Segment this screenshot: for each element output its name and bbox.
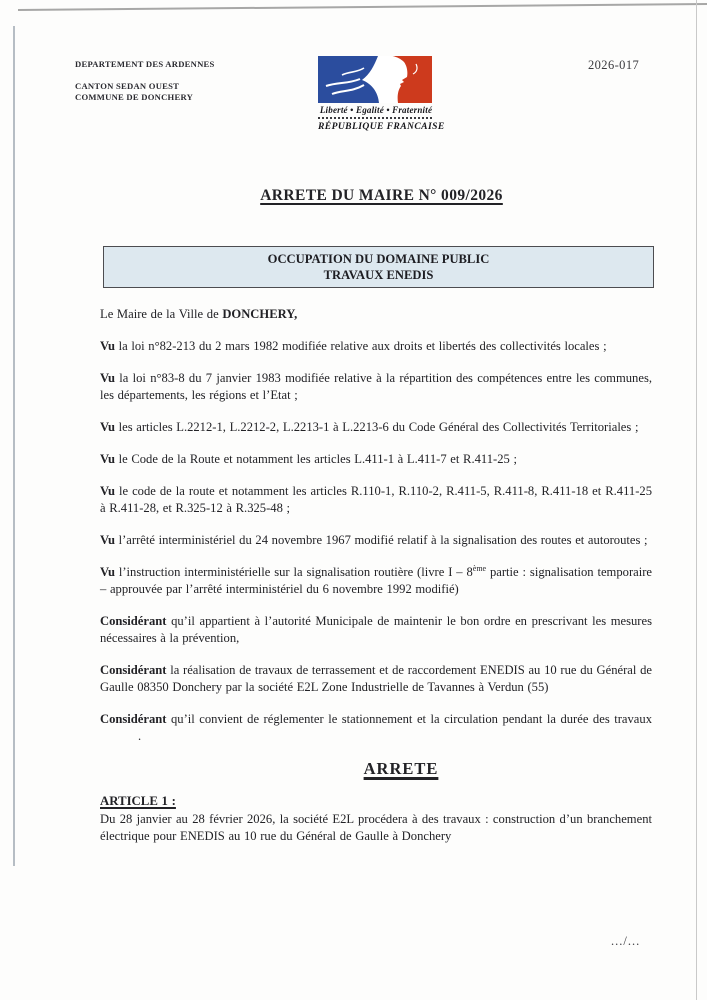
article-1-heading-row <box>100 793 652 810</box>
scan-edge-top <box>18 3 707 11</box>
vu-lead: Vu <box>100 565 115 579</box>
subject-line-1: OCCUPATION DU DOMAINE PUBLIC <box>267 252 490 266</box>
vu-lead: Vu <box>100 420 115 434</box>
opening-text: Le Maire de la Ville de <box>100 307 223 321</box>
subject-line-2: TRAVAUX ENEDIS <box>323 268 434 282</box>
page-continuation-mark: .../... <box>611 934 641 948</box>
considerant-lead: Considérant <box>100 663 167 677</box>
vu-text: l’arrêté interministériel du 24 novembre 1967 modifié relatif à la signalisation des routes et autoroutes ; <box>114 533 648 547</box>
stray-dot: . <box>138 729 142 743</box>
document-number: 2026-017 <box>588 58 640 72</box>
republique-francaise-logo <box>318 56 445 132</box>
vu-paragraph-2 <box>100 370 652 404</box>
page-title: ARRETE DU MAIRE N° 009/2026 <box>260 187 503 204</box>
considerant-lead: Considérant <box>100 614 167 628</box>
logo-divider <box>318 117 432 119</box>
considerant-paragraph-2 <box>100 662 652 696</box>
considerant-paragraph-3 <box>100 711 652 745</box>
opening-bold: DONCHERY, <box>222 307 298 321</box>
issuer-block <box>75 59 215 103</box>
commune-label: COMMUNE DE DONCHERY <box>75 92 194 102</box>
arrete-heading-row <box>100 760 652 779</box>
scan-edge-right <box>696 0 697 1000</box>
vu-lead: Vu <box>100 533 115 547</box>
subject-box <box>103 246 654 288</box>
vu-paragraph-3 <box>100 419 652 436</box>
vu-paragraph-5 <box>100 483 652 517</box>
vu-text: la loi n°83-8 du 7 janvier 1983 modifiée relative à la répartition des compétences entre les communes, les départements, les régions et l’Etat ; <box>100 371 652 402</box>
title-row <box>0 187 707 205</box>
vu-lead: Vu <box>100 452 115 466</box>
considerant-text: la réalisation de travaux de terrassement et de raccordement ENEDIS au 10 rue du Général de Gaulle 08350 Donchery par la société E2L Zone Industrielle de Tavannes à Verdun (55) <box>100 663 652 694</box>
scan-edge-left <box>13 26 15 866</box>
vu-lead: Vu <box>100 484 115 498</box>
department-label: DEPARTEMENT DES ARDENNES <box>75 59 215 69</box>
document-body <box>100 306 652 860</box>
vu-text-continued: partie : signalisation temporaire – approuvée par l’arrêté interministériel du 6 novembre 1992 modifié) <box>100 565 653 596</box>
logo-motto: Liberté • Egalité • Fraternité <box>319 105 433 115</box>
article-1-text: Du 28 janvier au 28 février 2026, la société E2L procédera à des travaux : construction d’un branchement électrique pour ENEDIS au 10 rue du Général de Gaulle à Donchery <box>100 812 652 843</box>
vu-text: l’instruction interministérielle sur la signalisation routière (livre I – 8 <box>114 565 473 579</box>
vu-lead: Vu <box>100 371 115 385</box>
vu-text: le Code de la Route et notamment les articles L.411-1 à L.411-7 et R.411-25 ; <box>114 452 517 466</box>
considerant-paragraph-1 <box>100 613 652 647</box>
considerant-text: qu’il convient de réglementer le stationnement et la circulation pendant la durée des travaux <box>166 712 652 726</box>
vu-paragraph-7 <box>100 564 652 598</box>
logo-republic-label: RÉPUBLIQUE FRANCAISE <box>318 121 445 132</box>
vu-text: les articles L.2212-1, L.2212-2, L.2213-1 à L.2213-6 du Code Général des Collectivités Territoriales ; <box>114 420 639 434</box>
considerant-lead: Considérant <box>100 712 167 726</box>
canton-label: CANTON SEDAN OUEST <box>75 81 180 91</box>
vu-lead: Vu <box>100 339 115 353</box>
vu-paragraph-4 <box>100 451 652 468</box>
vu-paragraph-1 <box>100 338 652 355</box>
article-1-heading: ARTICLE 1 : <box>100 794 176 808</box>
marianne-flag-icon <box>318 56 432 103</box>
vu-text: la loi n°82-213 du 2 mars 1982 modifiée relative aux droits et libertés des collectivités locales ; <box>114 339 607 353</box>
vu-superscript: ème <box>472 563 487 573</box>
opening-line <box>100 306 652 323</box>
vu-text: le code de la route et notamment les articles R.110-1, R.110-2, R.411-5, R.411-8, R.411-18 et R.411-25 à R.411-28, et R.325-12 à R.325-48 ; <box>100 484 652 515</box>
arrete-heading: ARRETE <box>363 759 439 778</box>
vu-paragraph-6 <box>100 532 652 549</box>
considerant-text: qu’il appartient à l’autorité Municipale de maintenir le bon ordre en prescrivant les mesures nécessaires à la prévention, <box>100 614 652 645</box>
